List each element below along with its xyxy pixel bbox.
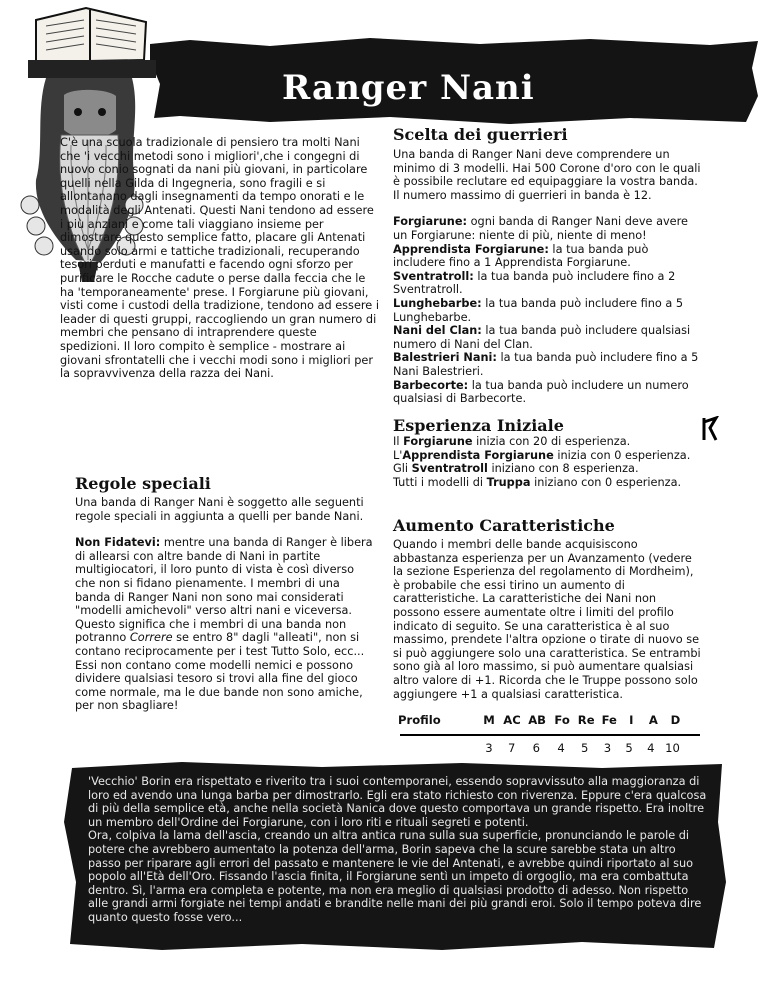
warrior-label: Balestrieri Nani: — [393, 351, 497, 365]
warrior-text: la tua banda può includere fino a 5 Lunghebarbe. — [393, 296, 684, 324]
esperienza-line — [393, 435, 703, 449]
profile-header: M — [483, 713, 495, 727]
profile-header: Re — [577, 713, 595, 727]
warrior-text: la tua banda può includere fino a 2 Sventratroll. — [393, 269, 676, 297]
profile-header: AC — [503, 713, 521, 727]
profile-header: AB — [528, 713, 546, 727]
profile-header: A — [648, 713, 658, 727]
profile-value-row — [394, 741, 704, 755]
scelta-heading: Scelta dei guerrieri — [393, 125, 568, 144]
esperienza-bold: Truppa — [486, 475, 531, 489]
profile-spacer — [398, 741, 458, 755]
warrior-label: Apprendista Forgiarune: — [393, 242, 549, 256]
non-fidatevi-rule — [75, 536, 375, 713]
intro-text — [60, 136, 380, 381]
profile-header: D — [670, 713, 681, 727]
regole-intro: Una banda di Ranger Nani è soggetto alle seguenti regole speciali in aggiunta a quelli per bande Nani. — [75, 496, 364, 523]
profile-value: 10 — [665, 741, 680, 755]
intro-paragraph: C'è una scuola tradizionale di pensiero tra molti Nani che 'i vecchi metodi sono i migliori',che i congegni di nuovo conio sognati da nani più giovani, in particolare quelli nella Gilda di Ingegneria, sono fragili e si allontanano dagli insegnamenti da tempo onorati e le modalità degli Antenati. Questi Nani tendono ad essere i più anziani e come tali viaggiano insieme per dimostrare questo semplice fatto, placare gli Antenati usando solo armi e tattiche tradizionali, recuperando tesori perduti e manufatti e facendo ogni sforzo per purificare le Rocche cadute o perse dalla feccia che le ha 'temporaneamente' prese. I Forgiarune più giovani, visti come i custodi della tradizione, tendono ad essere i leader di questi gruppi, raccogliendo un gran numero di membri che pensano di intraprendere queste spedizioni. Il loro compito è semplice - mostrare ai giovani sfrontatelli che i vecchi modi sono i migliori per la sopravvivenza della razza dei Nani. — [60, 136, 379, 381]
warrior-label: Nani del Clan: — [393, 324, 482, 338]
profile-value: 3 — [485, 741, 493, 755]
esperienza-text: Tutti i modelli di — [393, 475, 487, 489]
profile-value: 4 — [557, 741, 565, 755]
rune-icon — [700, 416, 720, 442]
regole-heading: Regole speciali — [75, 474, 211, 493]
profile-header: Fo — [554, 713, 570, 727]
profile-value: 5 — [625, 741, 633, 755]
warrior-label: Barbecorte: — [393, 378, 469, 392]
scelta-intro: Una banda di Ranger Nani deve comprendere un minimo di 3 modelli. Hai 500 Corone d'oro con le quali è possibile reclutare ed equipaggiare la vostra banda. Il numero massimo di guerrieri in banda è 12. — [393, 148, 701, 202]
profile-header-row — [394, 713, 704, 727]
warrior-label: Forgiarune: — [393, 215, 468, 229]
esperienza-text: iniziano con 8 esperienza. — [487, 462, 639, 476]
esperienza-text: inizia con 20 di esperienza. — [472, 435, 631, 448]
warrior-text: la tua banda può includere un numero qualsiasi di Barbecorte. — [393, 378, 689, 406]
profile-header: I — [629, 713, 634, 727]
esperienza-line — [393, 476, 703, 490]
aumento-heading: Aumento Caratteristiche — [393, 516, 615, 535]
esperienza-text: iniziano con 0 esperienza. — [530, 475, 682, 489]
warrior-text: la tua banda può includere qualsiasi numero di Nani del Clan. — [393, 324, 691, 351]
warrior-text: la tua banda può includere fino a 5 Nani Balestrieri. — [393, 351, 699, 378]
page-title: Ranger Nani — [282, 68, 535, 108]
esperienza-line — [393, 449, 703, 463]
esperienza-bold: Apprendista Forgiarune — [402, 448, 554, 462]
profile-value: 7 — [507, 741, 516, 755]
profile-value: 5 — [581, 741, 589, 755]
non-fidatevi-label: Non Fidatevi: — [75, 536, 161, 550]
story-paragraph: 'Vecchio' Borin era rispettato e riverito tra i suoi contemporanei, essendo sopravvissuto alla maggioranza di loro ed avendo una lunga barba per dimostrarlo. Egli era stato richiesto con riverenza. Eppure c'era qualcosa di più della semplice età, anche nella società Nanica dove questo comportava un grande rispetto. Era inoltre un membro dell'Ordine dei Forgiarune, con i loro riti e rituali segreti e potenti. — [88, 775, 707, 829]
esperienza-heading: Esperienza Iniziale — [393, 416, 564, 435]
esperienza-bold: Sventratroll — [411, 462, 488, 476]
story-paragraph: Ora, colpiva la lama dell'ascia, creando un altra antica runa sulla sua superficie, pronunciando le parole di potere che avrebbero aumentato la potenza dell'arma, Borin sapeva che la scure sarebbe stata un altro passo per riparare agli errori del passato e mantenere le vie del Antenati, e avrebbe quindi riportato al suo popolo all'Età dell'Oro. Fissando l'ascia finita, il Forgiarune sentì un impeto di orgoglio, ma era combattuta dentro. Sì, l'arma era completa e potente, ma non era meglio di qualsiasi prodotto di adesso. Non rispetto alle grandi armi forgiate nei tempi andati e brandite nelle mani dei più grandi eroi. Solo il tempo poteva dire quanto questo fosse vero... — [88, 829, 702, 924]
warrior-item — [393, 243, 703, 270]
warrior-text: ogni banda di Ranger Nani deve avere un Forgiarune: niente di più, niente di meno! — [393, 215, 688, 242]
warrior-label: Lunghebarbe: — [393, 296, 482, 310]
warrior-label: Sventratroll: — [393, 269, 474, 283]
warrior-item — [393, 215, 703, 242]
warrior-item — [393, 379, 703, 406]
esperienza-bold: Forgiarune — [403, 435, 473, 448]
story-text — [88, 775, 708, 925]
profile-value: 6 — [532, 741, 541, 755]
warrior-item — [393, 297, 703, 324]
non-fidatevi-text-1: mentre una banda di Ranger è libera di allearsi con altre bande di Nani in partite multigiocatori, il loro punto di vista è così diverso che non si fidano pienamente. I membri di una banda di Ranger Nani non sono mai considerati "modelli amichevoli" verso altri nani e viceversa. Questo significa che i membri di una banda non potranno — [75, 536, 373, 645]
esperienza-line — [393, 462, 703, 476]
non-fidatevi-text-2: se entro 8" dagli "alleati", non si contano reciprocamente per i test Tutto Solo, ecc... Essi non contano come modelli nemici e possono dividere qualsiasi tesoro si trovi alla fine del gioco come normale, ma le due bande non sono amiche, per non sbagliare! — [75, 631, 365, 713]
aumento-section — [393, 538, 703, 701]
profile-values — [480, 741, 682, 755]
esperienza-text: Gli — [393, 462, 412, 476]
esperienza-text: inizia con 0 esperienza. — [553, 448, 691, 462]
esperienza-section — [393, 435, 703, 489]
non-fidatevi-italic: Correre — [129, 631, 173, 645]
esperienza-text: Il — [393, 435, 404, 448]
warrior-item — [393, 270, 703, 297]
warrior-list — [393, 215, 703, 405]
esperienza-text: L' — [393, 448, 403, 462]
regole-section — [75, 496, 375, 713]
scelta-section — [393, 148, 703, 406]
warrior-text: la tua banda può includere fino a 1 Apprendista Forgiarune. — [393, 242, 649, 270]
warrior-item — [393, 351, 703, 378]
aumento-text: Quando i membri delle bande acquisiscono abbastanza esperienza per un Avanzamento (vedere la sezione Esperienza del regolamento di Mordheim), è probabile che essi tirino un aumento di caratteristiche. La caratteristiche dei Nani non possono essere aumentate oltre i limiti del profilo indicato di seguito. Se una caratteristica è al suo massimo, prendete l'altra opzione o tirate di nuovo se si può aggiungere solo una caratteristica. Se entrambi sono già al loro massimo, si può aumentare qualsiasi altro valore di +1. Ricorda che le Truppe possono solo aggiungere +1 a qualsiasi caratteristica. — [393, 538, 701, 701]
profile-value: 3 — [603, 741, 612, 755]
profile-divider — [400, 734, 700, 736]
warrior-item — [393, 324, 703, 351]
profile-headers — [480, 713, 684, 727]
profile-label: Profilo — [398, 713, 441, 727]
profile-value: 4 — [647, 741, 655, 755]
profile-header: Fe — [601, 713, 617, 727]
